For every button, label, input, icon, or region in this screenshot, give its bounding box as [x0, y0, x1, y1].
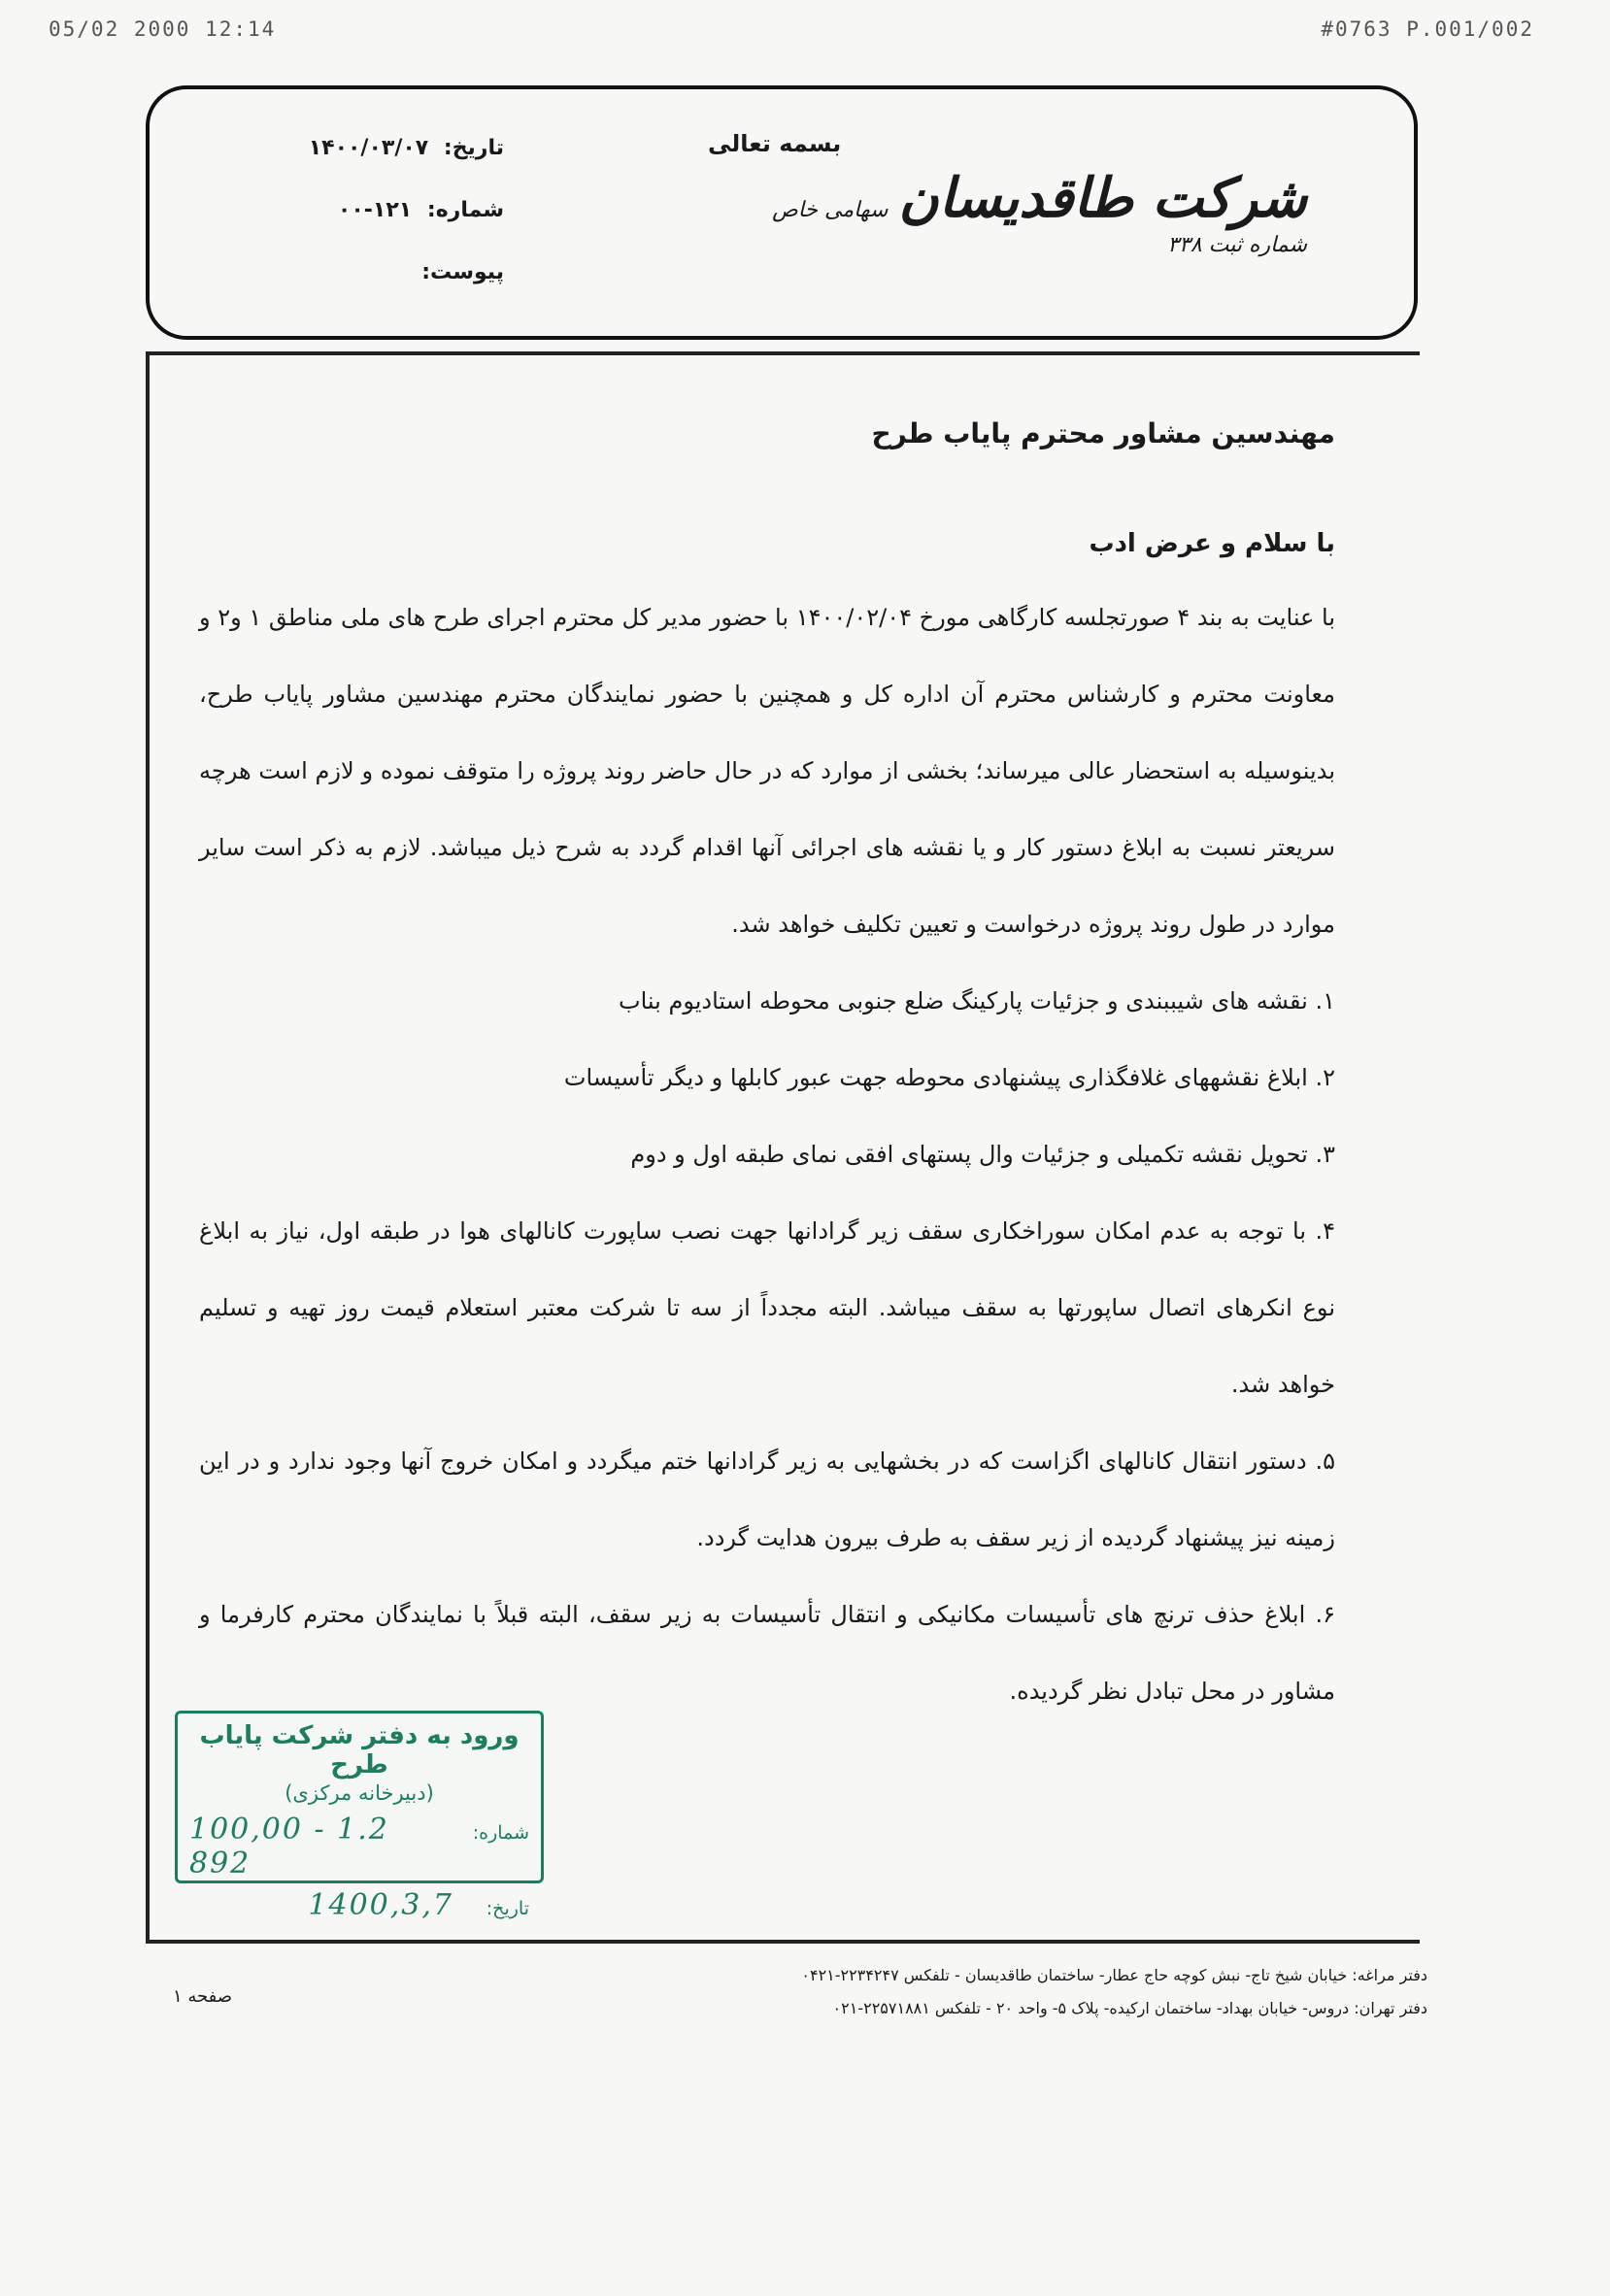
list-item: ۳. تحویل نقشه تکمیلی و جزئیات وال پستهای افقی نمای طبقه اول و دوم [630, 1141, 1335, 1168]
page-number: صفحه ۱ [173, 1986, 233, 2007]
bismillah: بسمه تعالی [708, 130, 842, 157]
list-item: ۱. نقشه های شیببندی و جزئیات پارکینگ ضلع جنوبی محوطه استادیوم بناب [619, 987, 1335, 1015]
greeting: با سلام و عرض ادب [1089, 529, 1335, 558]
stamp-number-row [189, 1813, 529, 1880]
letter-date [252, 136, 504, 160]
footer-address-maragheh: دفتر مراغه: خیابان شیخ تاج- نبش کوچه حاج عطار- ساختمان طاقدیسان - تلفکس ۲۲۳۴۲۴۷-۰۴۲۱ [801, 1966, 1427, 1984]
date-label: تاریخ: [443, 136, 504, 160]
company-logo [772, 166, 1307, 257]
company-name: شرکت طاقدیسان [898, 166, 1307, 230]
list-item: ۶. ابلاغ حذف ترنچ های تأسیسات مکانیکی و انتقال تأسیسات به زیر سقف، البته قبلاً با نمایندگان محترم کارفرما و مشاور در محل تبادل نظر گردیده. [199, 1601, 1335, 1705]
company-type: سهامی خاص [772, 198, 889, 222]
registration-number: شماره ثبت ۳۳۸ [1167, 232, 1307, 257]
stamp-title: ورود به دفتر شرکت پایاب طرح [199, 1721, 520, 1780]
list-item: ۲. ابلاغ نقشههای غلافگذاری پیشنهادی محوطه جهت عبور کابلها و دیگر تأسیسات [563, 1064, 1335, 1091]
letter-attachment [252, 260, 504, 284]
fax-timestamp: 05/02 2000 12:14 [49, 17, 277, 41]
fax-page-info: #0763 P.001/002 [1321, 17, 1534, 41]
salutation: مهندسین مشاور محترم پایاب طرح [871, 417, 1335, 449]
stamp-number-label: شماره: [472, 1822, 529, 1844]
footer-addresses [670, 1959, 1427, 2025]
stamp-date-label: تاریخ: [486, 1898, 529, 1919]
attachment-label: پیوست: [421, 260, 504, 284]
letter-number [252, 198, 504, 222]
number-value: ۱۲۱-۰۰ [337, 198, 413, 222]
letter-body [199, 417, 1335, 1730]
intro-paragraph: با عنایت به بند ۴ صورتجلسه کارگاهی مورخ ۱۴۰۰/۰۲/۰۴ با حضور مدیر کل محترم اجرای طرح های ملی مناطق ۱ و۲ و معاونت محترم و کارشناس محترم آن اداره کل و همچنین با حضور نمایندگان محترم مهندسین مشاور پایاب طرح، بدینوسیله به استحضار عالی میرساند؛ بخشی از موارد که در حال حاضر روند پروژه را متوقف نموده و لازم است هرچه سریعتر نسبت به ابلاغ دستور کار و یا نقشه های اجرائی آنها اقدام گردد به شرح ذیل میباشد. لازم به ذکر است سایر موارد در طول روند پروژه درخواست و تعیین تکلیف خواهد شد. [199, 604, 1336, 938]
list-item: ۵. دستور انتقال کانالهای اگزاست که در بخشهایی به زیر گرادانها ختم میگردد و امکان خروج آنها وجود ندارد و در این زمینه نیز پیشنهاد گردیده از زیر سقف به طرف بیرون هدایت گردد. [199, 1447, 1335, 1551]
footer-address-tehran: دفتر تهران: دروس- خیابان بهداد- ساختمان ارکیده- پلاک ۵- واحد ۲۰ - تلفکس ۲۲۵۷۱۸۸۱-۰۲۱ [832, 1999, 1427, 2017]
item-list [199, 963, 1335, 1730]
letterhead [146, 85, 1418, 340]
stamp-number-value: 100,00 - 1.2 892 [189, 1813, 389, 1880]
receipt-stamp [175, 1711, 544, 1922]
stamp-date-value: 1400,3,7 [308, 1888, 453, 1922]
stamp-subtitle: (دبیرخانه مرکزی) [285, 1781, 434, 1805]
number-label: شماره: [426, 198, 504, 222]
list-item: ۴. با توجه به عدم امکان سوراخکاری سقف زیر گرادانها جهت نصب ساپورت کانالهای هوا در طبقه اول، نیاز به ابلاغ نوع انکرهای اتصال ساپورتها به سقف میباشد. البته مجدداً از سه تا شرکت معتبر استعلام قیمت روز تهیه و تسلیم خواهد شد. [199, 1217, 1335, 1398]
stamp-date-row [189, 1888, 529, 1922]
date-value: ۱۴۰۰/۰۳/۰۷ [308, 136, 429, 160]
